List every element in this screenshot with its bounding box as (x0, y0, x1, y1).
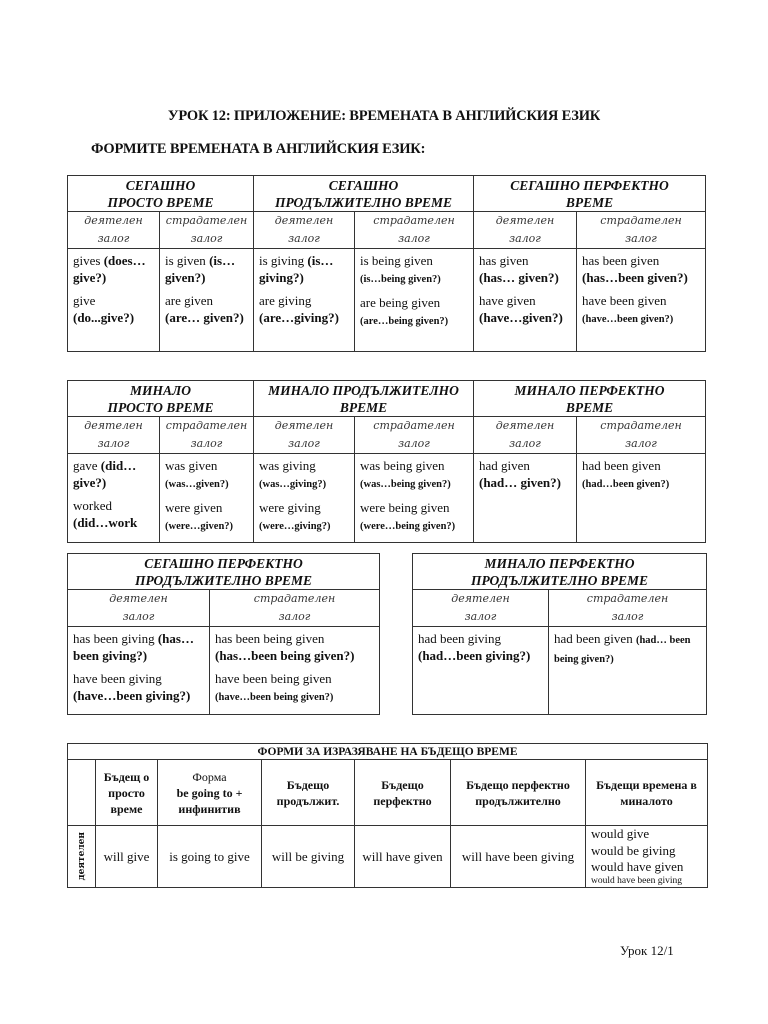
tense-header-present-continuous: СЕГАШНО ПРОДЪЛЖИТЕЛНО ВРЕМЕ (254, 176, 474, 212)
tense-header-present-simple: СЕГАШНО ПРОСТО ВРЕМЕ (68, 176, 254, 212)
voice-passive: страдателен залог (577, 212, 706, 249)
form-cell: had been given (had…been given?) (577, 454, 706, 543)
future-forms-table (67, 743, 708, 888)
page-number: Урок 12/1 (620, 943, 674, 958)
form-cell: is going to give (158, 826, 262, 888)
future-in-past-cell: would give would be giving would have given would have been giving (586, 826, 708, 888)
form-cell: has been given (has…been given?) have been given (have…been given?) (577, 249, 706, 352)
form-cell: had been given (had… been being given?) (549, 627, 707, 715)
voice-passive: страдателен залог (160, 212, 254, 249)
voice-passive: страдателен залог (160, 417, 254, 454)
tense-header-present-perfect: СЕГАШНО ПЕРФЕКТНО ВРЕМЕ (474, 176, 706, 212)
form-cell: was being given (was…being given?) were being given (were…being given?) (355, 454, 474, 543)
form-cell: has given (has… given?) have given (have…given?) (474, 249, 577, 352)
form-cell: will have given (355, 826, 451, 888)
tense-header-present-perfect-continuous: СЕГАШНО ПЕРФЕКТНО ПРОДЪЛЖИТЕЛНО ВРЕМЕ (68, 554, 380, 590)
present-perfect-continuous-table (67, 553, 380, 715)
form-cell: was giving (was…giving?) were giving (were…giving?) (254, 454, 355, 543)
tense-header-past-continuous: МИНАЛО ПРОДЪЛЖИТЕЛНО ВРЕМЕ (254, 381, 474, 417)
present-tenses-table (67, 175, 706, 352)
page-title: УРОК 12: ПРИЛОЖЕНИЕ: ВРЕМЕНАТА В АНГЛИЙСКИЯ ЕЗИК (167, 108, 601, 124)
voice-active: деятелен залог (413, 590, 549, 627)
voice-active: деятелен залог (68, 590, 210, 627)
tense-header-past-perfect-continuous: МИНАЛО ПЕРФЕКТНО ПРОДЪЛЖИТЕЛНО ВРЕМЕ (413, 554, 707, 590)
voice-passive: страдателен залог (577, 417, 706, 454)
future-header-perfect: Бъдещо перфектно (355, 760, 451, 826)
form-cell: will have been giving (451, 826, 586, 888)
voice-passive: страдателен залог (210, 590, 380, 627)
voice-active: деятелен залог (254, 212, 355, 249)
future-table-title: ФОРМИ ЗА ИЗРАЗЯВАНЕ НА БЪДЕЩО ВРЕМЕ (68, 744, 708, 760)
tense-header-past-simple: МИНАЛО ПРОСТО ВРЕМЕ (68, 381, 254, 417)
voice-passive: страдателен залог (355, 212, 474, 249)
form-cell: is being given (is…being given?) are being given (are…being given?) (355, 249, 474, 352)
voice-passive: страдателен залог (355, 417, 474, 454)
form-cell: had been giving (had…been giving?) (413, 627, 549, 715)
empty-corner (68, 760, 96, 826)
form-cell: is given (is… given?) are given (are… given?) (160, 249, 254, 352)
form-cell: has been giving (has… been giving?) have been giving (have…been giving?) (68, 627, 210, 715)
section-heading: ФОРМИТЕ ВРЕМЕНАТА В АНГЛИЙСКИЯ ЕЗИК: (91, 141, 426, 157)
form-cell: gives (does… give?) give (do...give?) (68, 249, 160, 352)
voice-active: деятелен залог (474, 212, 577, 249)
voice-active: деятелен залог (474, 417, 577, 454)
form-cell: was given (was…given?) were given (were…given?) (160, 454, 254, 543)
form-cell: gave (did… give?) worked (did…work (68, 454, 160, 543)
future-header-continuous: Бъдещо продължит. (262, 760, 355, 826)
form-cell: is giving (is… giving?) are giving (are…giving?) (254, 249, 355, 352)
voice-passive: страдателен залог (549, 590, 707, 627)
future-header-perfect-continuous: Бъдещо перфектно продължително (451, 760, 586, 826)
future-header-simple: Бъдещ о просто време (96, 760, 158, 826)
form-cell: will be giving (262, 826, 355, 888)
row-label-active: деятелен (68, 826, 96, 888)
future-header-future-in-past: Бъдещи времена в миналото (586, 760, 708, 826)
past-perfect-continuous-table (412, 553, 707, 715)
form-cell: had given (had… given?) (474, 454, 577, 543)
voice-active: деятелен залог (68, 417, 160, 454)
voice-active: деятелен залог (68, 212, 160, 249)
future-header-going-to: Форма be going to + инфинитив (158, 760, 262, 826)
form-cell: will give (96, 826, 158, 888)
form-cell: has been being given (has…been being given?) have been being given (have…been being given?) (210, 627, 380, 715)
past-tenses-table (67, 380, 706, 543)
tense-header-past-perfect: МИНАЛО ПЕРФЕКТНО ВРЕМЕ (474, 381, 706, 417)
voice-active: деятелен залог (254, 417, 355, 454)
